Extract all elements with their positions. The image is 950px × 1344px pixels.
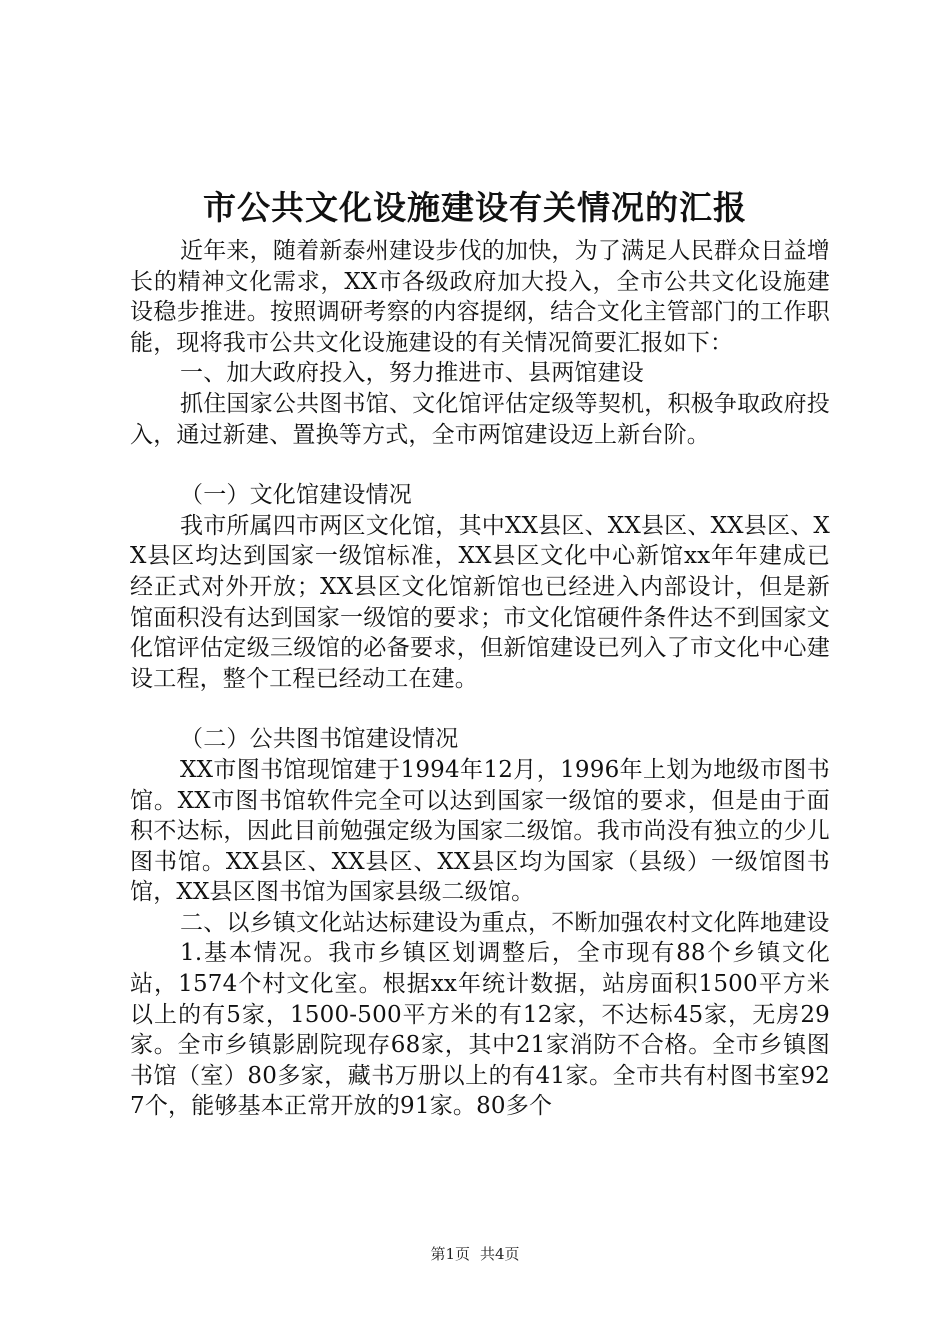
section-heading-1: 一、加大政府投入，努力推进市、县两馆建设 (180, 360, 644, 387)
subsection-heading-2: （二）公共图书馆建设情况 (180, 726, 459, 753)
section-1-paragraph: 抓住国家公共图书馆、文化馆评估定级等契机，积极争取政府投入，通过新建、置换等方式，全市两馆建设迈上新台阶。 (130, 390, 830, 448)
page-footer (0, 1244, 950, 1264)
paragraph-gap (130, 694, 830, 724)
page-total: 共4页 (480, 1245, 520, 1263)
paragraph-gap (130, 450, 830, 480)
document-body (130, 236, 830, 1122)
cultural-center-paragraph: 我市所属四市两区文化馆，其中XX县区、XX县区、XX县区、XX县区均达到国家一级馆标准，XX县区文化中心新馆xx年年建成已经正式对外开放；XX县区文化馆新馆也已经进入内部设计，但是新馆面积没有达到国家一级馆的要求；市文化馆硬件条件达不到国家文化馆评估定级三级馆的必备要求，但新馆建设已列入了市文化中心建设工程，整个工程已经动工在建。 (130, 512, 830, 692)
basic-situation-paragraph: 1.基本情况。我市乡镇区划调整后，全市现有88个乡镇文化站，1574个村文化室。根据xx年统计数据，站房面积1500平方米以上的有5家，1500-500平方米的有12家，不达标45家，无房29家。全市乡镇影剧院现存68家，其中21家消防不合格。全市乡镇图书馆（室）80多家，藏书万册以上的有41家。全市共有村图书室927个，能够基本正常开放的91家。80多个 (130, 940, 830, 1120)
subsection-heading-1: （一）文化馆建设情况 (180, 482, 412, 509)
document-title: 市公共文化设施建设有关情况的汇报 (203, 188, 747, 227)
intro-paragraph: 近年来，随着新泰州建设步伐的加快，为了满足人民群众日益增长的精神文化需求，XX市各级政府加大投入，全市公共文化设施建设稳步推进。按照调研考察的内容提纲，结合文化主管部门的工作职能，现将我市公共文化设施建设的有关情况简要汇报如下： (130, 238, 830, 356)
section-heading-2: 二、以乡镇文化站达标建设为重点，不断加强农村文化阵地建设 (180, 909, 830, 936)
library-paragraph: XX市图书馆现馆建于1994年12月，1996年上划为地级市图书馆。XX市图书馆软件完全可以达到国家一级馆的要求，但是由于面积不达标，因此目前勉强定级为国家二级馆。我市尚没有独立的少儿图书馆。XX县区、XX县区、XX县区均为国家（县级）一级馆图书馆，XX县区图书馆为国家县级二级馆。 (130, 756, 830, 906)
page-number: 第1页 (430, 1245, 470, 1263)
